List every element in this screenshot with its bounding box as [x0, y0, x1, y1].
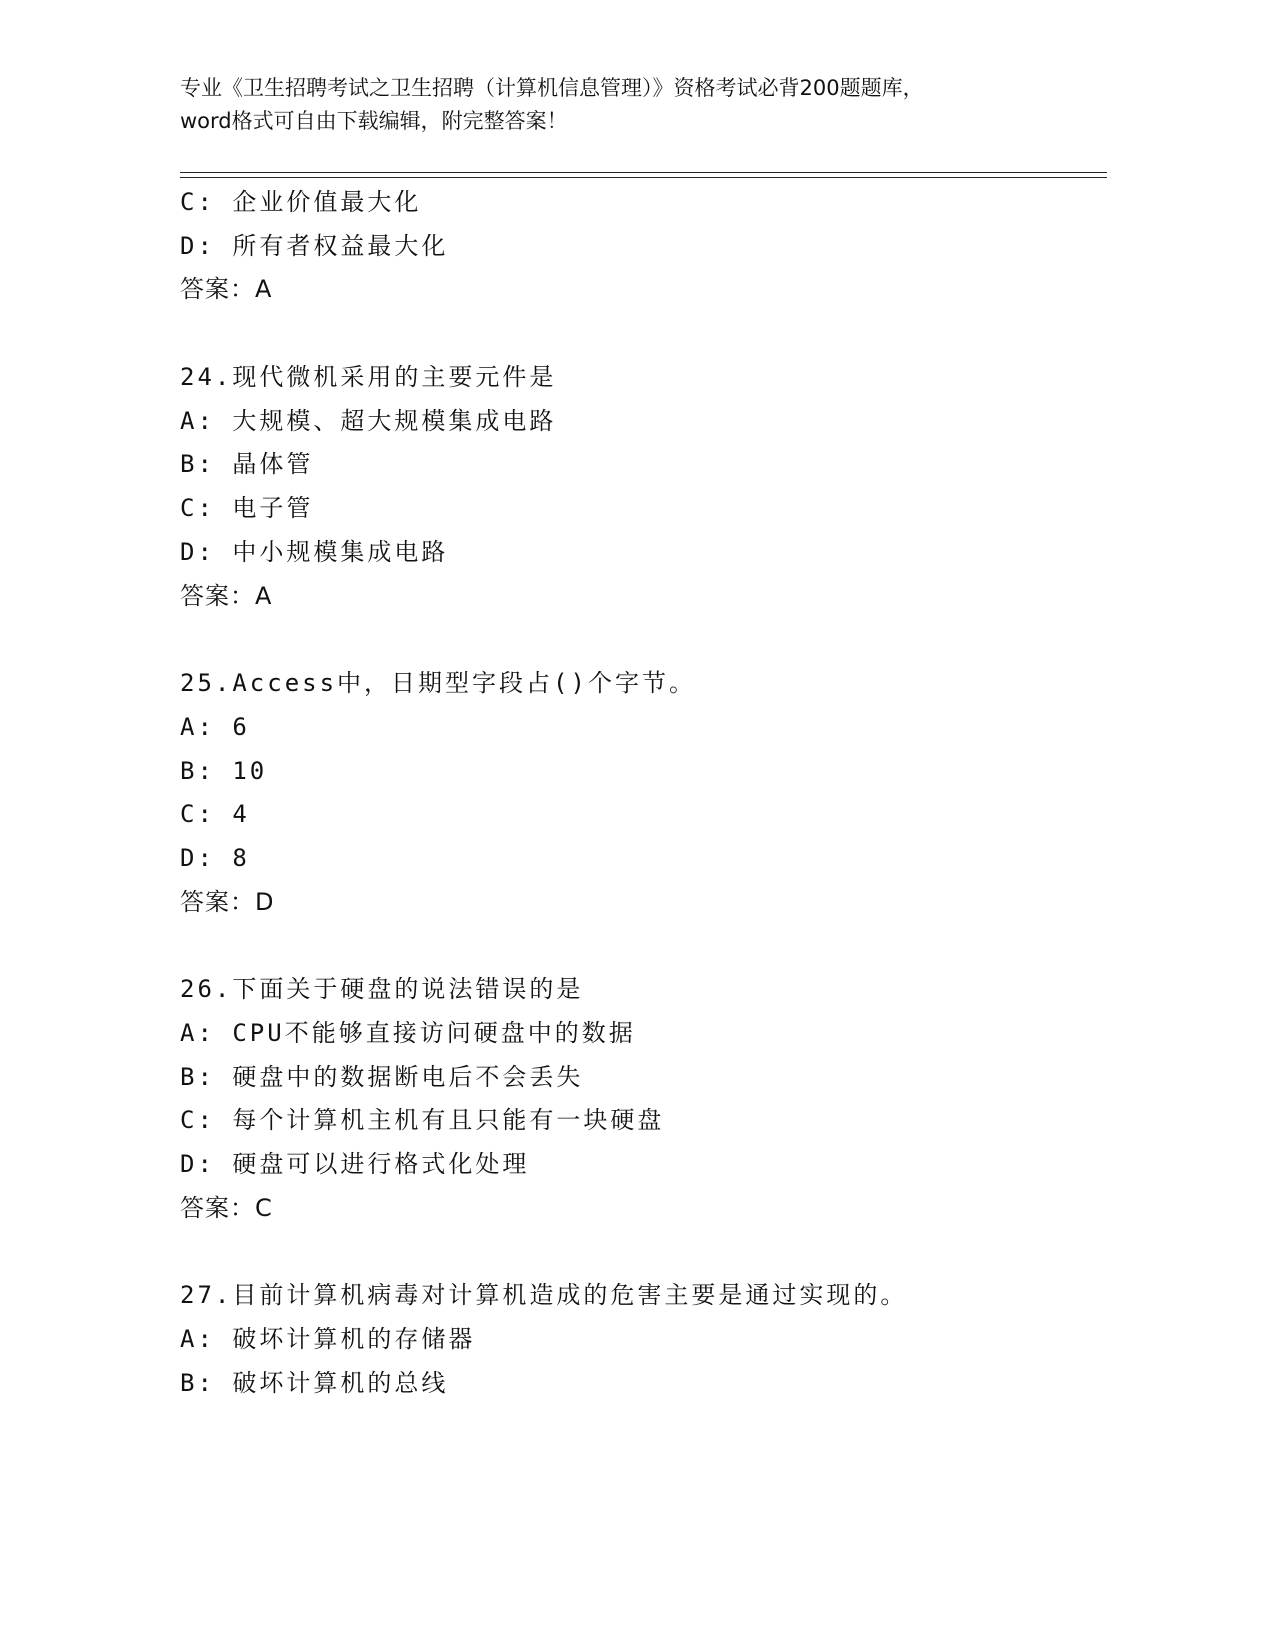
question-spacer: [180, 618, 1080, 662]
q26-question-text: 26.下面关于硬盘的说法错误的是: [180, 975, 584, 1004]
question-spacer: [180, 312, 1080, 356]
question-list: [180, 181, 1080, 1406]
q24-option-a: A: 大规模、超大规模集成电路: [180, 406, 557, 435]
q26-option-a: A: CPU不能够直接访问硬盘中的数据: [180, 1019, 636, 1047]
q24-option-d: D: 中小规模集成电路: [180, 537, 449, 566]
q26-option-d: D: 硬盘可以进行格式化处理: [180, 1150, 530, 1179]
header-title-line-1: 专业《卫生招聘考试之卫生招聘（计算机信息管理）》资格考试必背200题题库，: [180, 76, 924, 100]
q24-option-b: B: 晶体管: [180, 450, 314, 479]
document-header: [180, 72, 1080, 138]
header-divider-bottom: [180, 177, 1107, 178]
q23-answer: 答案：A: [180, 275, 273, 304]
question-27: [180, 1274, 1080, 1405]
q23-option-c: C: 企业价值最大化: [180, 188, 422, 216]
q25-answer: 答案：D: [180, 887, 275, 916]
q24-question-text: 24.现代微机采用的主要元件是: [180, 363, 557, 392]
question-24: [180, 356, 1080, 618]
q25-option-a: A: 6: [180, 712, 250, 741]
q25-question-text: 25.Access中，日期型字段占()个字节。: [180, 669, 696, 698]
q25-option-b: B: 10: [180, 756, 268, 785]
q25-option-c: C: 4: [180, 800, 250, 829]
q26-option-c: C: 每个计算机主机有且只能有一块硬盘: [180, 1106, 665, 1135]
question-26: [180, 968, 1080, 1230]
q23-option-d: D: 所有者权益最大化: [180, 231, 449, 260]
header-title-line-2: word格式可自由下载编辑，附完整答案！: [180, 109, 568, 133]
question-25: [180, 662, 1080, 924]
q27-question-text: 27.目前计算机病毒对计算机造成的危害主要是通过实现的。: [180, 1281, 908, 1310]
question-spacer: [180, 924, 1080, 968]
q26-answer: 答案：C: [180, 1193, 273, 1222]
header-divider-top: [180, 172, 1107, 173]
q26-option-b: B: 硬盘中的数据断电后不会丢失: [180, 1062, 584, 1091]
q24-answer: 答案：A: [180, 581, 273, 610]
q27-option-b: B: 破坏计算机的总线: [180, 1368, 449, 1397]
q24-option-c: C: 电子管: [180, 494, 314, 523]
q25-option-d: D: 8: [180, 843, 250, 872]
q27-option-a: A: 破坏计算机的存储器: [180, 1325, 476, 1354]
question-23: [180, 181, 1080, 312]
question-spacer: [180, 1230, 1080, 1274]
